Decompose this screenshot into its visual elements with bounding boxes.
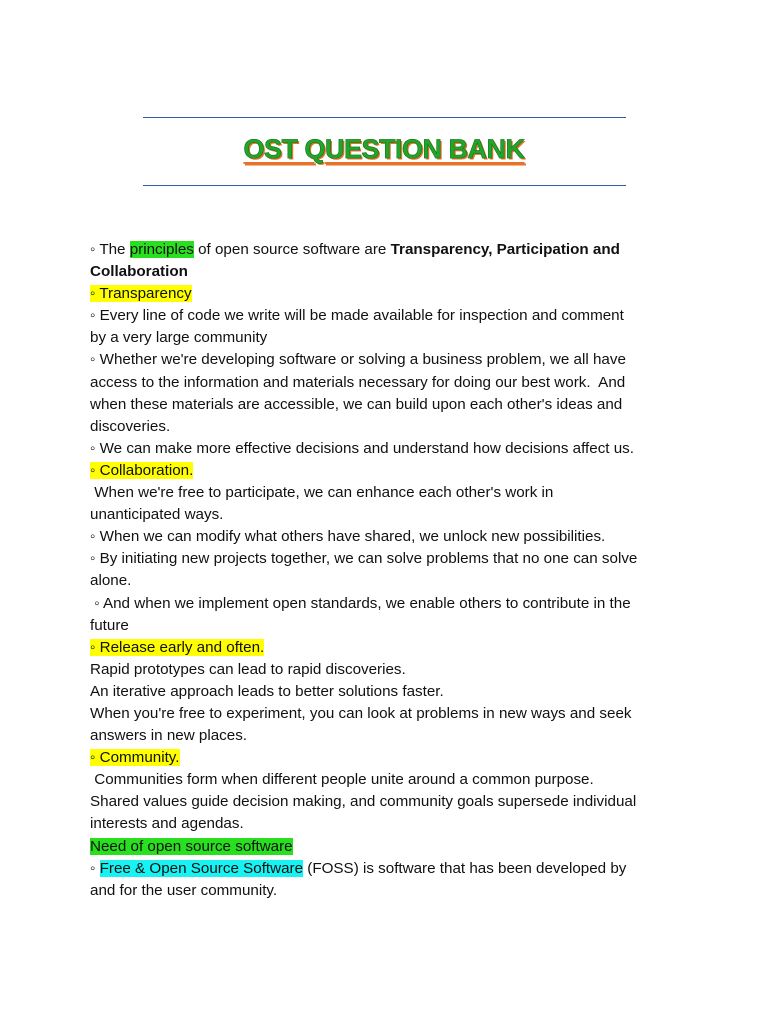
text-line xyxy=(90,769,690,791)
text-line xyxy=(90,836,690,858)
text-line xyxy=(90,372,690,394)
text-span: access to the information and materials necessary for doing our best work. And xyxy=(90,373,626,391)
text-line xyxy=(90,637,690,659)
text-line xyxy=(90,570,690,592)
text-line xyxy=(90,791,690,813)
text-line xyxy=(90,261,690,283)
highlighted-text: ◦ Community. xyxy=(90,749,180,767)
text-line xyxy=(90,305,690,327)
highlighted-text: principles xyxy=(129,241,194,258)
text-span: ◦ And when we implement open standards, we enable others to contribute in the xyxy=(90,594,631,612)
text-line xyxy=(90,681,690,703)
text-line xyxy=(90,880,690,902)
text-line xyxy=(90,659,690,681)
text-line xyxy=(90,416,690,438)
text-span: ◦ We can make more effective decisions and understand how decisions affect us. xyxy=(90,439,634,457)
document-title: OST QUESTION BANK xyxy=(243,134,525,164)
text-line xyxy=(90,593,690,615)
text-line xyxy=(90,526,690,548)
text-span: unanticipated ways. xyxy=(90,506,224,524)
text-span: ◦ Every line of code we write will be made available for inspection and comment xyxy=(90,307,624,325)
text-span: discoveries. xyxy=(90,417,171,435)
text-span: Rapid prototypes can lead to rapid discoveries. xyxy=(90,660,406,678)
text-span: ◦ The xyxy=(90,241,130,258)
highlighted-text: Need of open source software xyxy=(90,837,293,855)
text-line xyxy=(90,349,690,371)
text-line xyxy=(90,327,690,349)
text-span: (FOSS) is software that has been developed by xyxy=(303,859,627,877)
highlighted-text: ◦ Release early and often. xyxy=(90,638,265,656)
text-line xyxy=(90,482,690,504)
text-span: When we're free to participate, we can enhance each other's work in xyxy=(90,484,554,502)
bold-text: Collaboration xyxy=(90,263,188,281)
text-line xyxy=(90,747,690,769)
text-span: ◦ By initiating new projects together, we can solve problems that no one can solve xyxy=(90,550,638,568)
text-line xyxy=(90,239,690,261)
text-line xyxy=(90,725,690,747)
text-span: ◦ When we can modify what others have shared, we unlock new possibilities. xyxy=(90,528,606,546)
text-span: ◦ Whether we're developing software or solving a business problem, we all have xyxy=(90,351,626,369)
text-span: when these materials are accessible, we can build upon each other's ideas and xyxy=(90,395,623,413)
text-line xyxy=(90,504,690,526)
highlighted-text: ◦ Collaboration. xyxy=(90,461,194,479)
text-span: ◦ xyxy=(90,859,100,877)
text-span: Shared values guide decision making, and community goals supersede individual xyxy=(90,793,637,811)
text-span: by a very large community xyxy=(90,329,268,347)
highlighted-text: Free & Open Source Software xyxy=(99,859,304,877)
text-span: When you're free to experiment, you can look at problems in new ways and seek xyxy=(90,704,632,722)
highlighted-text: ◦ Transparency xyxy=(90,285,192,303)
title-rule-bottom xyxy=(143,185,626,186)
text-line xyxy=(90,438,690,460)
text-span: Communities form when different people unite around a common purpose. xyxy=(90,771,594,789)
text-line xyxy=(90,703,690,725)
text-line xyxy=(90,813,690,835)
text-span: of open source software are xyxy=(193,241,391,258)
document-body xyxy=(90,239,690,902)
text-line xyxy=(90,460,690,482)
text-span: future xyxy=(90,616,129,634)
text-span: An iterative approach leads to better solutions faster. xyxy=(90,682,444,700)
bold-text: Transparency, Participation and xyxy=(390,241,620,258)
text-line xyxy=(90,283,690,305)
title-rule-top xyxy=(143,117,626,118)
text-line xyxy=(90,615,690,637)
text-line xyxy=(90,394,690,416)
text-span: answers in new places. xyxy=(90,727,248,745)
text-line xyxy=(90,858,690,880)
text-span: and for the user community. xyxy=(90,881,278,899)
text-line xyxy=(90,548,690,570)
text-span: interests and agendas. xyxy=(90,815,244,833)
text-span: alone. xyxy=(90,572,132,590)
